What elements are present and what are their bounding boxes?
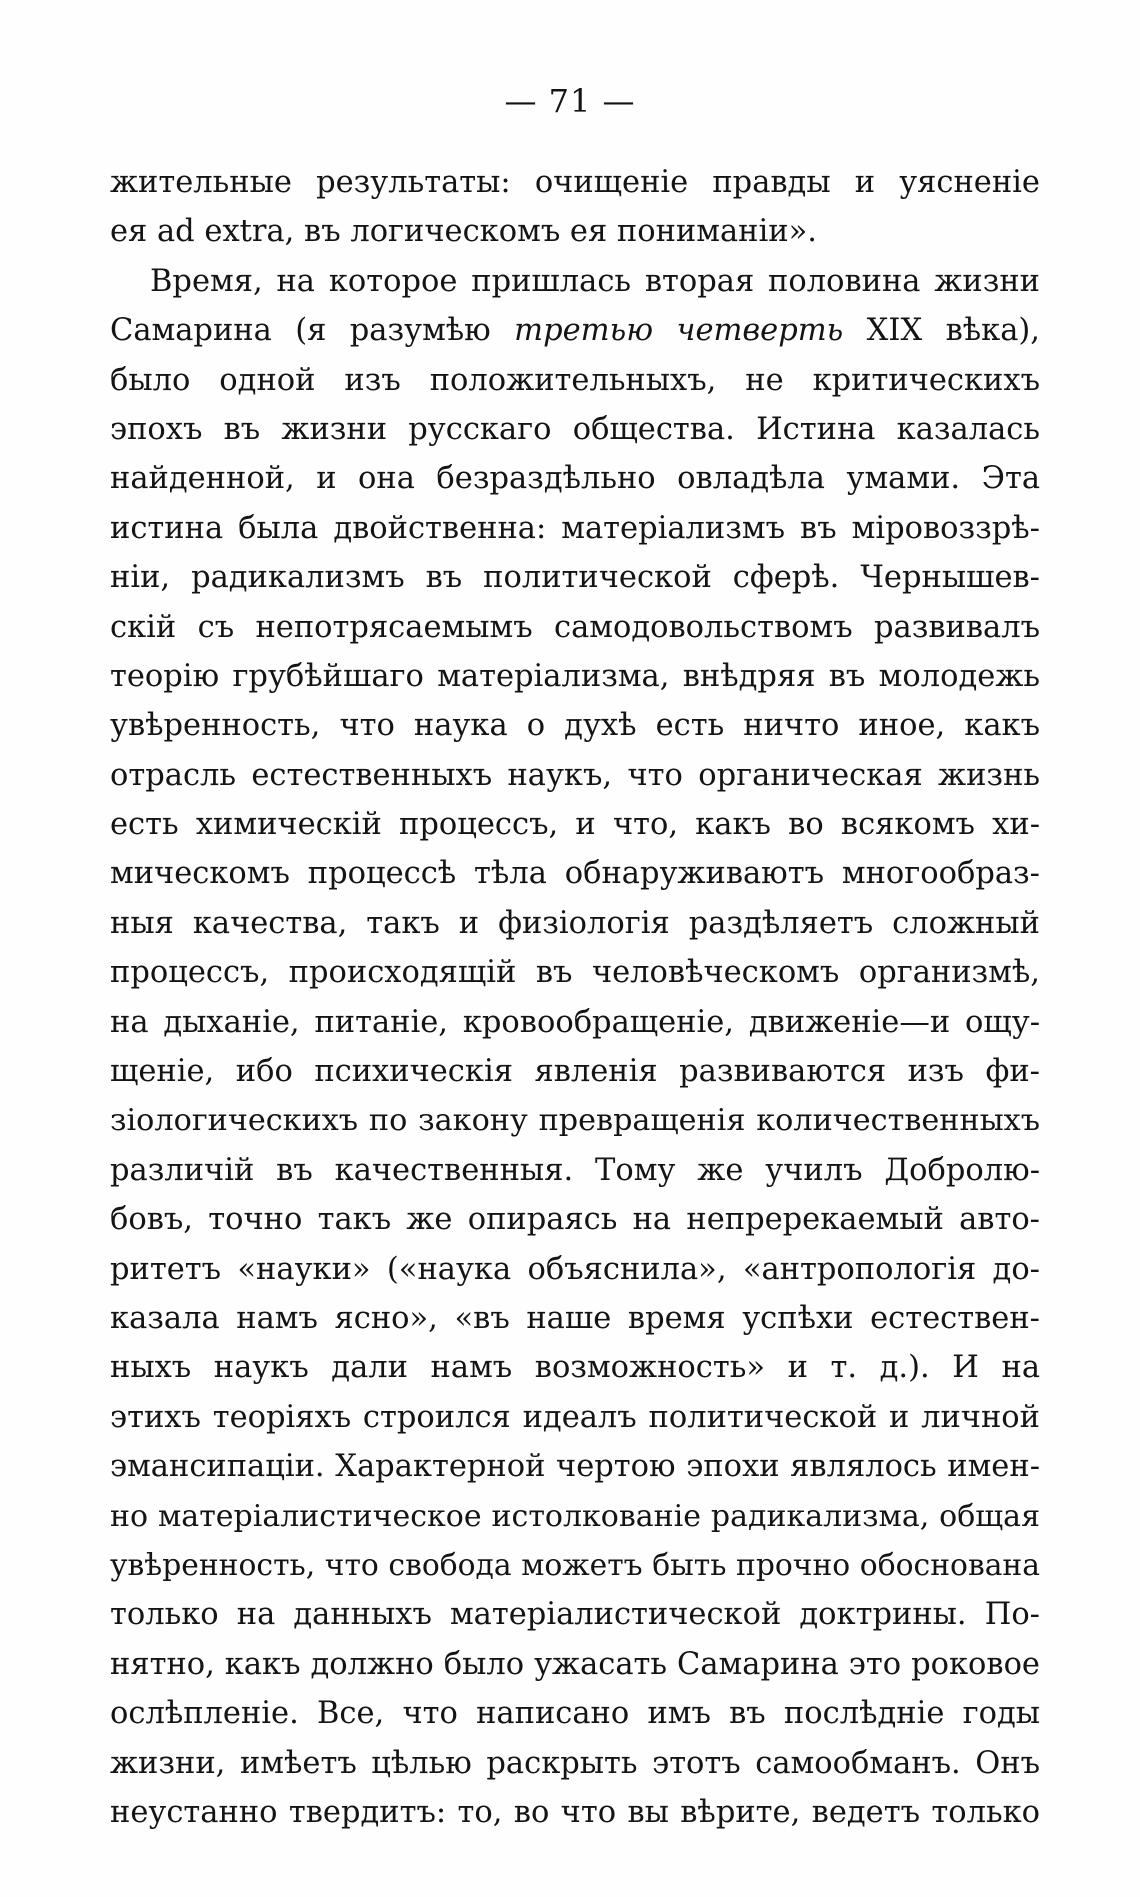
- text-line: найденной, и она безраздѣльно овладѣла умами. Эта: [110, 461, 1040, 497]
- text-line: эпохъ въ жизни русскаго общества. Истина казалась: [110, 411, 1040, 447]
- text-line: было одной изъ положительныхъ, не критическихъ: [110, 362, 1040, 398]
- text-line: скій съ непотрясаемымъ самодовольствомъ развивалъ: [110, 609, 1040, 645]
- text-line: бовъ, точно такъ же опираясь на непререкаемый авто-: [110, 1202, 1040, 1238]
- paragraph-first-line: Время, на которое пришлась вторая половина жизни: [150, 263, 1040, 299]
- text-line: отрасль естественныхъ наукъ, что органическая жизнь: [110, 757, 1040, 793]
- text-line: теорію грубѣйшаго матеріализма, внѣдряя въ молодежь: [110, 658, 1040, 694]
- text-line: различій въ качественныя. Тому же училъ Добролю-: [110, 1152, 1040, 1188]
- text-line: процессъ, происходящій въ человѣческомъ организмѣ,: [110, 955, 1040, 991]
- text-run: Самарина (я разумѣю: [110, 313, 515, 349]
- text-line: только на данныхъ матеріалистической доктрины. По-: [110, 1597, 1040, 1633]
- text-line: увѣренность, что наука о духѣ есть ничто иное, какъ: [110, 708, 1040, 744]
- text-line: жизни, имѣетъ цѣлью раскрыть этотъ самообманъ. Онъ: [110, 1745, 1040, 1781]
- text-line: но матеріалистическое истолкованіе радикализма, общая: [110, 1498, 1040, 1534]
- text-line: неустанно твердитъ: то, во что вы вѣрите, ведетъ только: [110, 1794, 1040, 1830]
- text-line: увѣренность, что свобода можетъ быть прочно обоснована: [110, 1547, 1040, 1583]
- text-line: ея ad extra, въ логическомъ ея пониманіи».: [110, 214, 817, 250]
- text-line: на дыханіе, питаніе, кровообращеніе, движеніе—и ощу-: [110, 1004, 1040, 1040]
- text-run: XIX вѣка),: [843, 313, 1040, 349]
- text-line: казала намъ ясно», «въ наше время успѣхи естествен-: [110, 1300, 1040, 1336]
- text-line: эмансипаціи. Характерной чертою эпохи являлось имен-: [110, 1449, 1040, 1485]
- text-line: этихъ теоріяхъ строился идеалъ политической и личной: [110, 1399, 1040, 1435]
- text-line: ослѣпленіе. Все, что написано имъ въ послѣдніе годы: [110, 1696, 1040, 1732]
- text-line: истина была двойственна: матеріализмъ въ міровоззрѣ-: [110, 510, 1040, 546]
- text-line: мическомъ процессѣ тѣла обнаруживаютъ многообраз-: [110, 856, 1040, 892]
- text-line: зіологическихъ по закону превращенія количественныхъ: [110, 1103, 1040, 1139]
- text-line: есть химическій процессъ, и что, какъ во всякомъ хи-: [110, 807, 1040, 843]
- text-line: ніи, радикализмъ въ политической сферѣ. Чернышев-: [110, 560, 1040, 596]
- text-line: нятно, какъ должно было ужасать Самарина это роковое: [110, 1646, 1040, 1682]
- page-number: — 71 —: [504, 82, 636, 120]
- text-line: щеніе, ибо психическія явленія развиваются изъ фи-: [110, 1054, 1040, 1090]
- text-line: жительные результаты: очищеніе правды и уясненіе: [110, 165, 1040, 200]
- body-text: [110, 158, 1040, 1837]
- text-line: ритетъ «науки» («наука объяснила», «антропологія до-: [110, 1251, 1040, 1287]
- text-line: ныхъ наукъ дали намъ возможность» и т. д.). И на: [110, 1350, 1040, 1386]
- text-line: ныя качества, такъ и физіологія раздѣляетъ сложный: [110, 905, 1040, 941]
- text-line-with-italic: [110, 306, 1040, 355]
- italic-phrase: третью четверть: [514, 313, 844, 349]
